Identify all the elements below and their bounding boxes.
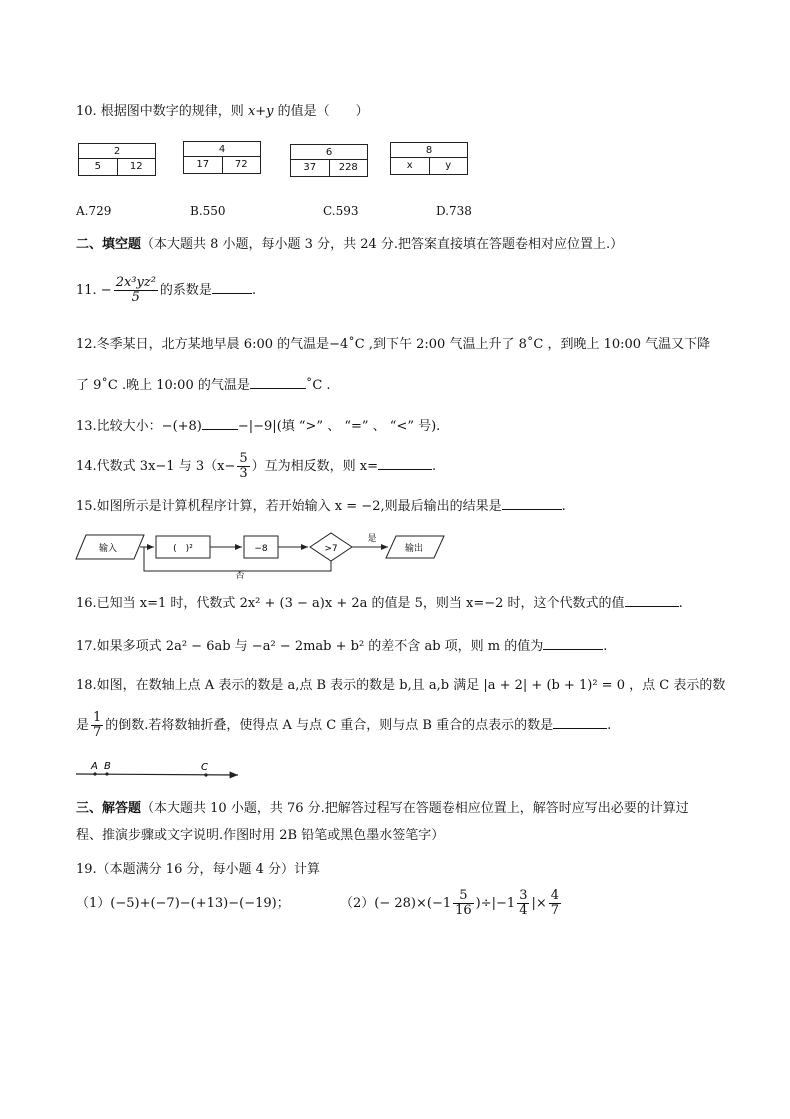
- q19-frac1-num: 5: [453, 889, 474, 904]
- q19-frac2-den: 4: [519, 903, 528, 918]
- q19-fraction-1: [453, 889, 474, 918]
- box-left: x: [406, 160, 413, 171]
- question-15: [76, 496, 566, 517]
- q10-var: x+y: [247, 104, 274, 119]
- box-top: 2: [79, 144, 155, 159]
- question-11: [76, 276, 256, 306]
- q19-frac1-den: 16: [455, 903, 472, 918]
- box-right: 72: [222, 157, 261, 173]
- q14-a: 14.代数式 3x−1 与 3（x−: [76, 459, 236, 474]
- q16-end: .: [678, 596, 683, 611]
- q10-option-c: C.593: [323, 204, 359, 218]
- q10-text-before: 10. 根据图中数字的规律，则: [76, 104, 248, 119]
- flowchart: [72, 527, 452, 579]
- flow-minus-label: −8: [254, 544, 268, 554]
- number-line: [74, 758, 244, 780]
- box-top: 8: [391, 143, 467, 158]
- q19-frac3-den: 7: [550, 903, 560, 918]
- q10-option-a: A.729: [76, 204, 112, 218]
- number-box-2: [183, 141, 261, 174]
- flow-square-label: ( )²: [173, 544, 193, 554]
- q10-option-d: D.738: [436, 204, 472, 218]
- q12-answer-blank: [250, 375, 306, 389]
- question-12-line-1: 12.冬季某日，北方某地早晨 6:00 的气温是−4˚C ,到下午 2:00 气温上升了 8˚C ，到晚上 10:00 气温又下降: [76, 337, 711, 352]
- q14-end: .: [431, 459, 437, 474]
- point-b-dot: [105, 772, 108, 775]
- section-3-desc-2: 程、推演步骤或文字说明.作图时用 2B 铅笔或黑色墨水签笔字）: [76, 828, 445, 843]
- question-19-part-2: [340, 887, 563, 921]
- q10-option-b: B.550: [190, 204, 226, 218]
- q11-end: .: [251, 283, 257, 298]
- q10-text-after: 的值是（ ）: [273, 104, 369, 119]
- box-top: 4: [184, 142, 260, 157]
- q14-fraction: [237, 452, 249, 481]
- question-16: [76, 593, 683, 614]
- box-top: 6: [291, 145, 367, 160]
- q19-p2a: （2）(− 28)×(−1: [340, 896, 452, 911]
- q19-p2c: |×: [531, 896, 547, 911]
- q19-frac3-num: 4: [550, 888, 560, 903]
- number-line-axis: [76, 774, 238, 775]
- q11-numerator: 2x³yz²: [115, 275, 156, 290]
- q11-prefix: 11. −: [76, 283, 112, 298]
- section-2-heading: [76, 235, 623, 255]
- q17-answer-blank: [543, 636, 603, 650]
- q19-p2b: )÷|−1: [475, 896, 516, 911]
- point-a-dot: [93, 772, 96, 775]
- q12-line2a: 了 9˚C .晚上 10:00 的气温是: [76, 378, 250, 393]
- number-box-1: [78, 143, 156, 176]
- question-18-line-2: [76, 710, 611, 742]
- q19-frac2-num: 3: [519, 888, 528, 903]
- q18-end: .: [607, 718, 612, 733]
- q12-line2b: ˚C .: [305, 378, 331, 393]
- question-14: [76, 452, 436, 482]
- box-left: 5: [94, 161, 101, 172]
- q13-b: −|−9|(填 “>” 、 “=” 、 “<” 号).: [237, 419, 441, 434]
- question-19-head: 19.（本题满分 16 分，每小题 4 分）计算: [76, 862, 321, 877]
- q11-fraction: [114, 276, 158, 305]
- question-10: [76, 102, 369, 122]
- q14-answer-blank: [378, 456, 432, 470]
- point-c-label: C: [201, 762, 208, 773]
- question-17: [76, 636, 607, 657]
- q15-text: 15.如图所示是计算机程序计算，若开始输入 x = −2,则最后输出的结果是: [76, 499, 502, 514]
- point-b-label: B: [104, 761, 111, 772]
- q14-b: ）互为相反数，则 x=: [251, 459, 378, 474]
- q15-answer-blank: [502, 496, 562, 510]
- q19-fraction-2: [517, 889, 529, 918]
- section-2-desc: （本大题共 8 小题，每小题 3 分，共 24 分.把答案直接填在答题卷相对应位置上.）: [141, 237, 624, 252]
- q18-num: 1: [93, 710, 102, 725]
- flow-output-label: 输出: [404, 544, 424, 554]
- point-c-dot: [204, 773, 207, 776]
- flow-input-label: 输入: [98, 544, 118, 554]
- q13-answer-blank: [202, 416, 238, 430]
- flow-no-label: 否: [235, 571, 245, 579]
- q16-a: 16.已知当 x=1 时，代数式 2x² + (3 − a)x + 2a 的值是 5，则当 x=−2 时，这个代数式的值: [76, 596, 625, 611]
- box-right: 228: [329, 160, 368, 176]
- q18-line2a: 是: [76, 718, 90, 733]
- q16-answer-blank: [625, 593, 679, 607]
- q14-num: 5: [239, 451, 248, 466]
- section-3-heading: [76, 799, 689, 819]
- q18-den: 7: [93, 725, 102, 740]
- question-12-line-2: [76, 375, 331, 396]
- section-3-title: 三、解答题: [76, 801, 142, 816]
- q13-a: 13.比较大小：−(+8): [76, 419, 202, 434]
- box-right: y: [429, 158, 468, 174]
- section-3-desc-1: （本大题共 10 小题，共 76 分.把解答过程写在答题卷相应位置上，解答时应写出必要的计算过: [141, 801, 689, 816]
- q11-denominator: 5: [131, 290, 140, 305]
- q17-a: 17.如果多项式 2a² − 6ab 与 −a² − 2mab + b² 的差不含 ab 项，则 m 的值为: [76, 639, 544, 654]
- q17-end: .: [603, 639, 608, 654]
- box-left: 17: [196, 159, 210, 170]
- point-a-label: A: [91, 761, 98, 772]
- number-box-3: [290, 144, 368, 177]
- flow-compare-label: >7: [324, 544, 338, 554]
- question-18-line-1: 18.如图，在数轴上点 A 表示的数是 a,点 B 表示的数是 b,且 a,b 满足 |a + 2| + (b + 1)² = 0 ，点 C 表示的数: [76, 678, 726, 693]
- q18-line2b: 的倒数.若将数轴折叠，使得点 A 与点 C 重合，则与点 B 重合的点表示的数是: [105, 718, 554, 733]
- section-2-title: 二、填空题: [76, 237, 142, 252]
- q15-end: .: [561, 499, 566, 514]
- q14-den: 3: [239, 466, 248, 481]
- q11-suffix: 的系数是: [159, 283, 212, 298]
- question-13: [76, 416, 440, 437]
- q18-fraction: [91, 711, 103, 740]
- box-left: 37: [303, 162, 317, 173]
- number-box-4: [390, 142, 468, 175]
- question-19-part-1: （1）(−5)+(−7)−(+13)−(−19)；: [76, 896, 290, 911]
- box-right: 12: [117, 159, 156, 175]
- flow-loop-line: [144, 547, 331, 571]
- q18-answer-blank: [553, 715, 607, 729]
- flow-yes-label: 是: [367, 534, 377, 544]
- q11-answer-blank: [212, 280, 252, 294]
- q19-fraction-3: [549, 889, 561, 918]
